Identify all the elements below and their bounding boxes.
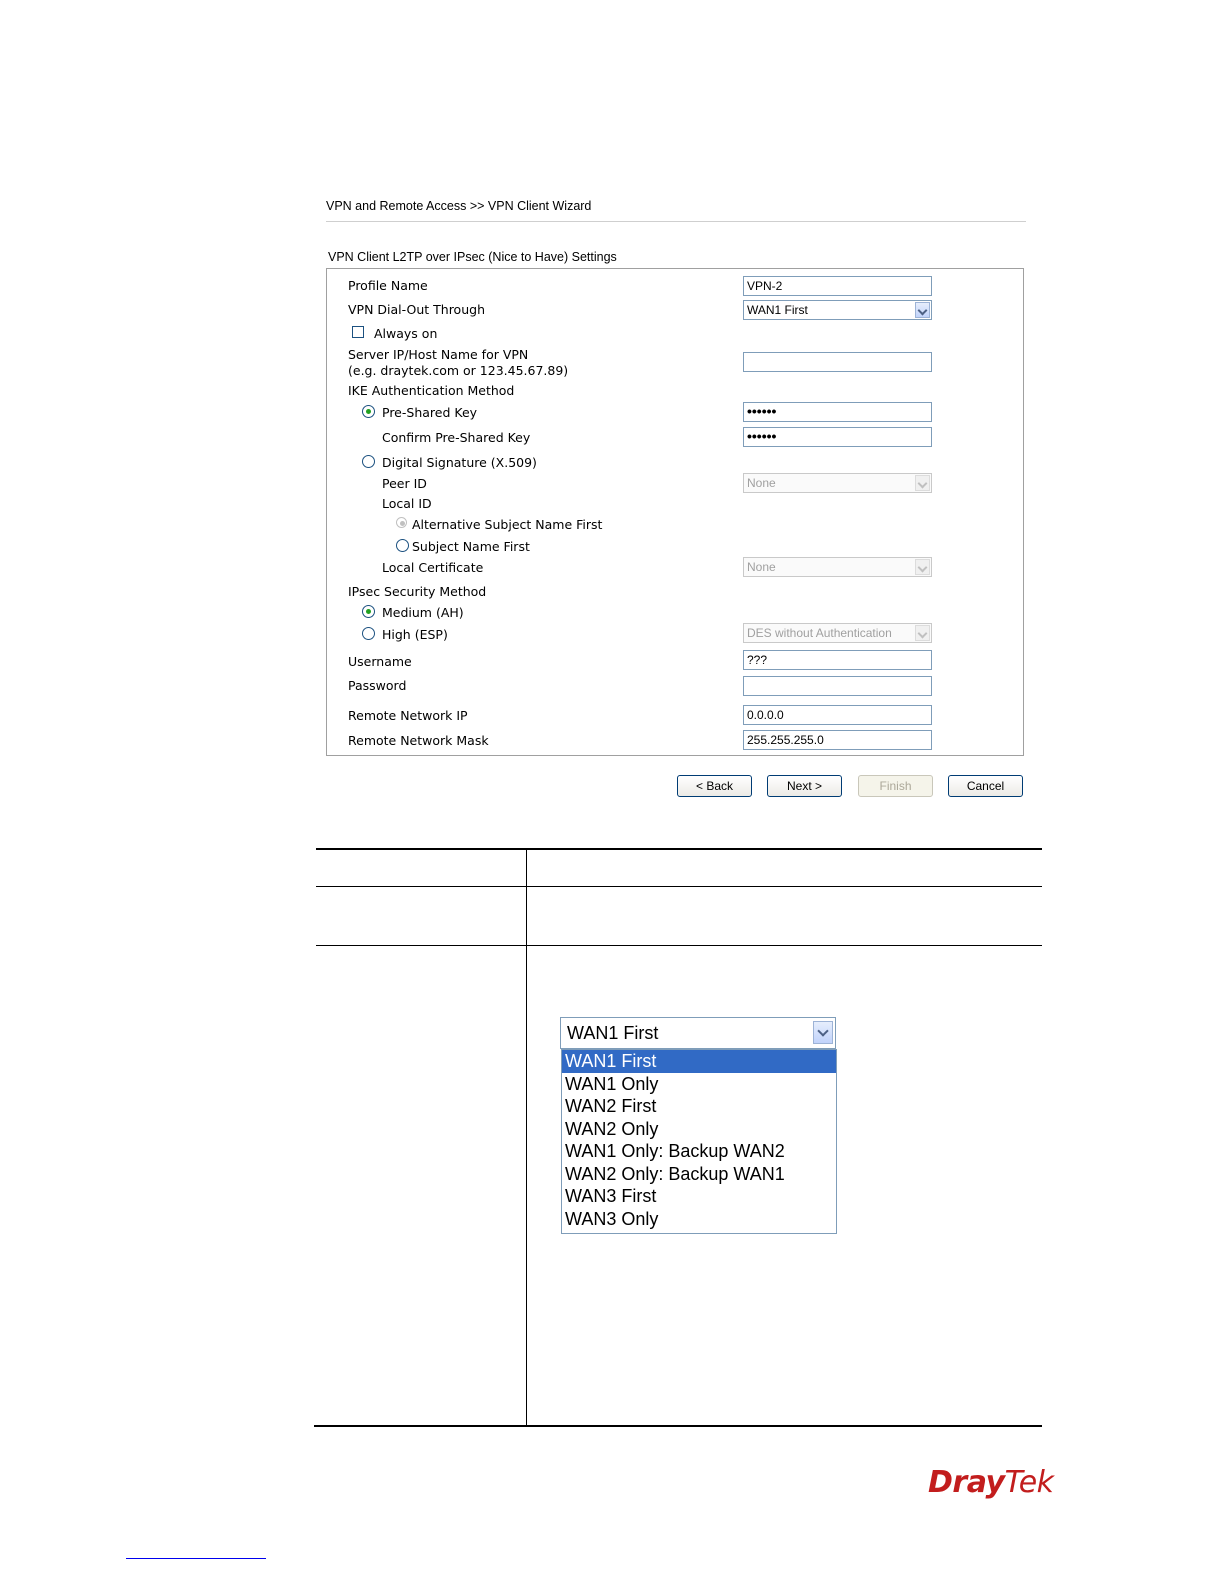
section-title: VPN Client L2TP over IPsec (Nice to Have) Settings (328, 250, 617, 264)
logo-part-dray: Dray (928, 1465, 1005, 1500)
alt-subject-label: Alternative Subject Name First (412, 517, 603, 532)
profile-name-input[interactable]: VPN-2 (743, 276, 932, 296)
always-on-label: Always on (374, 326, 438, 341)
header-divider (326, 221, 1026, 222)
ike-method-label: IKE Authentication Method (348, 383, 515, 398)
wan-dropdown-selected: WAN1 First (567, 1023, 659, 1043)
username-label: Username (348, 654, 412, 669)
digital-signature-label: Digital Signature (X.509) (382, 455, 537, 470)
chevron-down-icon[interactable] (915, 302, 930, 318)
wan-option[interactable]: WAN1 Only (565, 1073, 659, 1094)
local-id-label: Local ID (382, 496, 432, 511)
wan-option[interactable]: WAN1 Only: Backup WAN2 (565, 1141, 785, 1161)
dial-out-select[interactable] (743, 300, 932, 320)
wan-option[interactable]: WAN2 Only: Backup WAN1 (565, 1163, 785, 1184)
next-button[interactable]: Next > (767, 775, 842, 797)
server-input[interactable] (743, 352, 932, 372)
password-input[interactable] (743, 676, 932, 696)
medium-ah-radio[interactable] (362, 605, 375, 618)
medium-ah-label: Medium (AH) (382, 605, 464, 620)
cancel-button[interactable]: Cancel (948, 775, 1023, 797)
chevron-down-icon[interactable] (813, 1021, 833, 1044)
remote-mask-input[interactable]: 255.255.255.0 (743, 730, 932, 750)
password-label: Password (348, 678, 407, 693)
peer-id-selected-value: None (747, 476, 776, 490)
esp-method-select[interactable] (743, 623, 932, 643)
table-row-rule (316, 945, 1042, 946)
table-bottom-rule (314, 1425, 1042, 1427)
profile-name-label: Profile Name (348, 278, 428, 293)
local-cert-selected-value: None (747, 560, 776, 574)
back-button[interactable]: < Back (677, 775, 752, 797)
wan-option[interactable]: WAN3 Only (565, 1208, 659, 1229)
table-column-divider (526, 848, 527, 1426)
confirm-key-input[interactable]: •••••• (743, 427, 932, 447)
finish-button[interactable]: Finish (858, 775, 933, 797)
subject-name-radio[interactable] (396, 539, 409, 552)
wan-option[interactable]: WAN3 First (565, 1186, 657, 1206)
chevron-down-icon[interactable] (915, 625, 930, 641)
wan-dropdown[interactable] (560, 1017, 836, 1049)
pre-shared-key-label: Pre-Shared Key (382, 405, 478, 420)
server-label: Server IP/Host Name for VPN (348, 347, 529, 362)
local-cert-select[interactable] (743, 557, 932, 577)
remote-ip-label: Remote Network IP (348, 708, 468, 723)
ipsec-method-label: IPsec Security Method (348, 584, 487, 599)
dial-out-selected-value: WAN1 First (747, 303, 808, 317)
pre-shared-key-input[interactable]: •••••• (743, 402, 932, 422)
peer-id-select[interactable] (743, 473, 932, 493)
wan-dropdown-list (561, 1049, 837, 1234)
dial-out-label: VPN Dial-Out Through (348, 302, 485, 317)
chevron-down-icon[interactable] (915, 475, 930, 491)
digital-signature-radio[interactable] (362, 455, 375, 468)
confirm-key-label: Confirm Pre-Shared Key (382, 430, 531, 445)
high-esp-radio[interactable] (362, 627, 375, 640)
table-top-rule (316, 848, 1042, 850)
logo-part-tek: Tek (1004, 1465, 1054, 1500)
table-header-rule (316, 886, 1042, 887)
chevron-down-icon[interactable] (915, 559, 930, 575)
always-on-checkbox[interactable] (352, 326, 364, 338)
wan-option[interactable]: WAN2 Only (565, 1118, 659, 1139)
breadcrumb: VPN and Remote Access >> VPN Client Wizard (326, 199, 592, 213)
remote-ip-input[interactable]: 0.0.0.0 (743, 705, 932, 725)
username-input[interactable]: ??? (743, 650, 932, 670)
peer-id-label: Peer ID (382, 476, 427, 491)
alt-subject-radio[interactable] (396, 517, 407, 528)
pre-shared-key-radio[interactable] (362, 405, 375, 418)
subject-name-label: Subject Name First (412, 539, 530, 554)
remote-mask-label: Remote Network Mask (348, 733, 489, 748)
server-example-label: (e.g. draytek.com or 123.45.67.89) (348, 363, 569, 378)
local-cert-label: Local Certificate (382, 560, 484, 575)
footer-link-underline[interactable] (126, 1558, 266, 1559)
high-esp-label: High (ESP) (382, 627, 448, 642)
wan-option[interactable]: WAN2 First (565, 1096, 657, 1116)
wan-option[interactable]: WAN1 First (562, 1050, 836, 1073)
esp-method-selected-value: DES without Authentication (747, 626, 892, 640)
draytek-logo (928, 1466, 1054, 1500)
